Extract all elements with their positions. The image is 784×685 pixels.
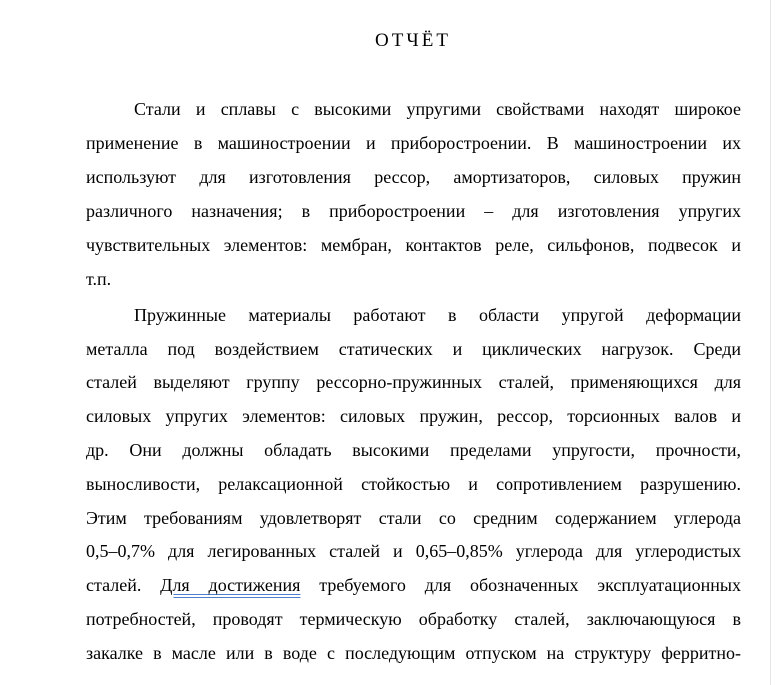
text-fragment: сталей.	[86, 575, 161, 595]
text-line: различного назначения; в приборостроении – для изготовления упругих	[86, 201, 741, 221]
text-line: применение в машиностроении и приборостроении. В машиностроении их	[86, 133, 741, 153]
text-line: др. Они должны обладать высокими пределами упругости, прочности,	[86, 440, 741, 460]
text-line: т.п.	[86, 269, 112, 289]
text-line: силовых упругих элементов: силовых пружин, рессор, торсионных валов и	[86, 406, 741, 426]
text-line: металла под воздействием статических и циклических нагрузок. Среди	[86, 339, 741, 359]
text-line: 0,5–0,7% для легированных сталей и 0,65–0,85% углерода для углеродистых	[86, 541, 741, 561]
text-line: сталей выделяют группу рессорно-пружинных сталей, применяющихся для	[86, 372, 741, 392]
text-line: потребностей, проводят термическую обработку сталей, заключающуюся в	[86, 609, 741, 629]
text-line: закалке в масле или в воде с последующим отпуском на структуру ферритно-	[86, 643, 741, 663]
document-title: ОТЧЁТ	[375, 30, 451, 51]
grammar-check-underline[interactable]: Для достижения	[160, 575, 301, 595]
text-line: выносливости, релаксационной стойкостью и сопротивлением разрушению.	[86, 474, 741, 494]
text-line: Пружинные материалы работают в области упругой деформации	[134, 305, 741, 325]
page-edge-divider	[770, 0, 771, 685]
text-line: Стали и сплавы с высокими упругими свойствами находят широкое	[134, 99, 741, 119]
text-line: используют для изготовления рессор, амортизаторов, силовых пружин	[86, 167, 741, 187]
text-fragment: требуемого для обозначенных эксплуатационных	[300, 575, 741, 595]
text-line: чувствительных элементов: мембран, контактов реле, сильфонов, подвесок и	[86, 235, 741, 255]
text-line: Этим требованиям удовлетворят стали со средним содержанием углерода	[86, 508, 741, 528]
text-line	[86, 573, 741, 597]
